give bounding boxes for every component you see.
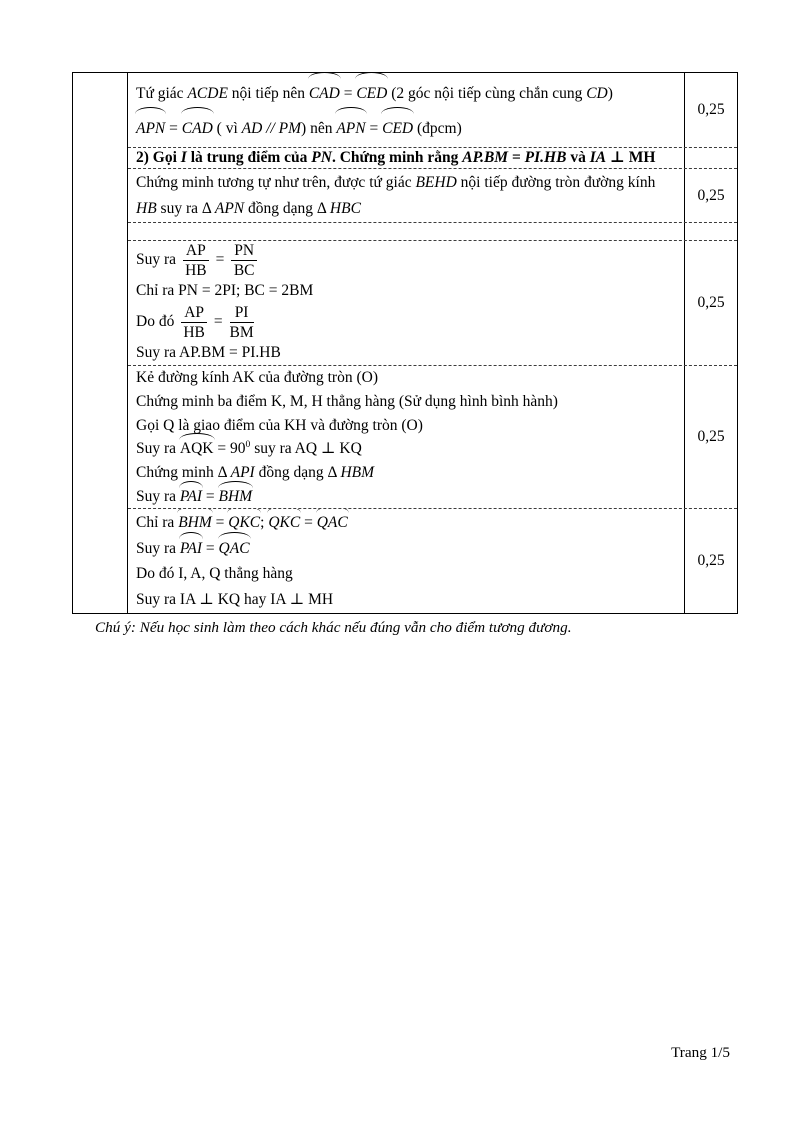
text-run: Do đó I, A, Q thẳng hàng (136, 565, 293, 582)
text-run: Δ (316, 200, 330, 217)
text-run: đồng dạng (254, 464, 328, 482)
text-run: QAC (219, 536, 250, 562)
text-run: I (180, 149, 187, 166)
text-run: Δ (327, 464, 341, 482)
text-run: QKC (268, 510, 300, 536)
text-run: PI.HB (524, 149, 567, 166)
text-line (136, 76, 678, 111)
text-run: APN (336, 111, 365, 146)
text-run: CD (586, 85, 608, 102)
text-run: CED (382, 111, 413, 146)
fraction-denominator: HB (183, 323, 205, 341)
text-run: ) nên (301, 120, 337, 137)
text-run: IA (589, 149, 607, 166)
fraction (181, 304, 207, 341)
text-run: APN (214, 200, 245, 217)
text-run: Gọi Q là giao điểm của KH và đường tròn (O) (136, 416, 423, 434)
score-cell (685, 223, 737, 240)
score-cell: 0,25 (697, 552, 725, 569)
text-line (136, 341, 678, 365)
text-run: Suy ra (136, 539, 180, 557)
fraction-numerator: AP (183, 242, 209, 261)
text-run: = (365, 120, 383, 137)
text-line (136, 485, 678, 508)
text-run: API (230, 464, 255, 482)
text-run: AQK (180, 437, 214, 461)
text-run: Suy ra (136, 251, 180, 268)
text-run: BEHD (415, 174, 457, 191)
text-run: BHM (178, 510, 212, 536)
text-run: Suy ra IA ⊥ KQ hay IA ⊥ MH (136, 590, 334, 608)
score-cell: 0,25 (697, 186, 725, 204)
fraction (231, 242, 257, 279)
text-line (136, 437, 678, 461)
table-row (128, 241, 737, 366)
text-line (136, 414, 678, 438)
table-row (128, 509, 737, 613)
text-run: = (210, 313, 227, 330)
text-run: Δ (201, 200, 215, 217)
text-run: Chỉ ra (136, 514, 179, 531)
text-run: suy ra AQ ⊥ KQ (250, 440, 362, 458)
table-row (128, 73, 737, 148)
answer-cell (128, 366, 685, 508)
text-run: đồng dạng (244, 200, 317, 217)
text-run: = (202, 487, 219, 505)
text-line (136, 303, 678, 341)
text-run: nội tiếp nên (227, 85, 309, 102)
text-run: HBM (340, 464, 375, 482)
text-line (136, 510, 678, 536)
text-run: (2 góc nội tiếp cùng chắn cung (387, 85, 587, 102)
text-run: Chứng minh ba điểm K, M, H thẳng hàng (Sử dụng hình bình hành) (136, 392, 558, 410)
score-cell: 0,25 (697, 428, 725, 445)
text-line (136, 279, 678, 303)
fraction-denominator: BM (229, 323, 254, 341)
text-line (136, 587, 678, 613)
text-run: HBC (329, 200, 361, 217)
answer-rows (128, 73, 737, 613)
text-run: PN (311, 149, 332, 166)
text-run: Do đó (136, 313, 179, 330)
text-run: QAC (317, 510, 348, 536)
text-run: = (300, 514, 317, 531)
text-run: ( vì (212, 120, 242, 137)
score-cell (685, 148, 737, 168)
text-run: AP.BM (462, 149, 509, 166)
text-line (136, 536, 678, 562)
answer-cell (128, 241, 685, 365)
answer-cell (128, 169, 685, 222)
score-cell: 0,25 (697, 101, 725, 118)
fraction-numerator: AP (181, 304, 207, 323)
text-run: CAD (309, 76, 340, 111)
text-run: = (211, 514, 229, 531)
text-run: Chỉ ra PN = 2PI; BC = 2BM (136, 282, 314, 299)
text-run: Suy ra (136, 440, 180, 458)
page-number: Trang 1/5 (671, 1044, 730, 1061)
text-run: ) (607, 85, 613, 102)
text-run: nội tiếp đường tròn đường kính (456, 174, 656, 191)
text-run: HB (136, 200, 157, 217)
text-line (136, 148, 678, 167)
fraction (183, 242, 209, 279)
text-line (136, 366, 678, 390)
text-run: Suy ra AP.BM = PI.HB (136, 344, 281, 361)
answer-cell (128, 148, 685, 168)
text-run: PAI (180, 485, 202, 508)
text-run: và (566, 149, 590, 166)
text-run: Chứng minh (136, 464, 218, 482)
score-cell: 0,25 (697, 294, 725, 311)
text-run: 0 (245, 439, 251, 451)
text-run: APN (136, 111, 165, 146)
fraction (230, 304, 254, 341)
text-run: QKC (228, 510, 260, 536)
text-run: ; (260, 514, 269, 531)
text-run: suy ra (156, 200, 202, 217)
answer-cell (128, 223, 685, 240)
text-line (136, 461, 678, 485)
text-run: (đpcm) (413, 120, 462, 137)
text-line (136, 561, 678, 587)
text-line (136, 170, 678, 196)
table-row (128, 223, 737, 241)
text-line (136, 241, 678, 279)
fraction-denominator: BC (233, 261, 255, 279)
text-run: ACDE (187, 85, 228, 102)
answer-cell (128, 73, 685, 147)
text-run: 2) Gọi (136, 149, 181, 166)
text-run: = (202, 539, 219, 557)
fraction-denominator: HB (185, 261, 207, 279)
text-run: CAD (182, 111, 213, 146)
text-line (136, 390, 678, 414)
text-line (136, 196, 678, 222)
text-run: = (165, 120, 182, 137)
text-run: Chứng minh tương tự như trên, được tứ giác (136, 174, 416, 191)
text-run: ⊥ MH (606, 149, 656, 166)
text-run: Tứ giác (136, 85, 188, 102)
text-run: = (508, 149, 525, 166)
table-row (128, 169, 737, 223)
text-run: CED (356, 76, 387, 111)
table-row (128, 366, 737, 509)
fraction-numerator: PN (231, 242, 257, 261)
fraction-numerator: PI (230, 304, 254, 323)
text-run: = 90 (213, 440, 246, 458)
text-run: AD // PM (241, 120, 302, 137)
footer-note: Chú ý: Nếu học sinh làm theo cách khác nếu đúng vẫn cho điểm tương đương. (95, 619, 572, 636)
text-run: Suy ra (136, 487, 180, 505)
text-run: = (339, 85, 357, 102)
text-run: . Chứng minh rằng (331, 149, 463, 166)
text-run: Kẻ đường kính AK của đường tròn (O) (136, 369, 378, 386)
text-run: PAI (180, 536, 202, 562)
answer-cell (128, 509, 685, 613)
table-row (128, 148, 737, 169)
text-run: = (211, 251, 229, 268)
answer-table (72, 72, 738, 614)
text-run: BHM (219, 485, 253, 508)
question-number-column (73, 73, 128, 613)
text-line (136, 111, 678, 146)
text-run: Δ (217, 464, 231, 482)
text-run: là trung điểm của (186, 149, 312, 166)
